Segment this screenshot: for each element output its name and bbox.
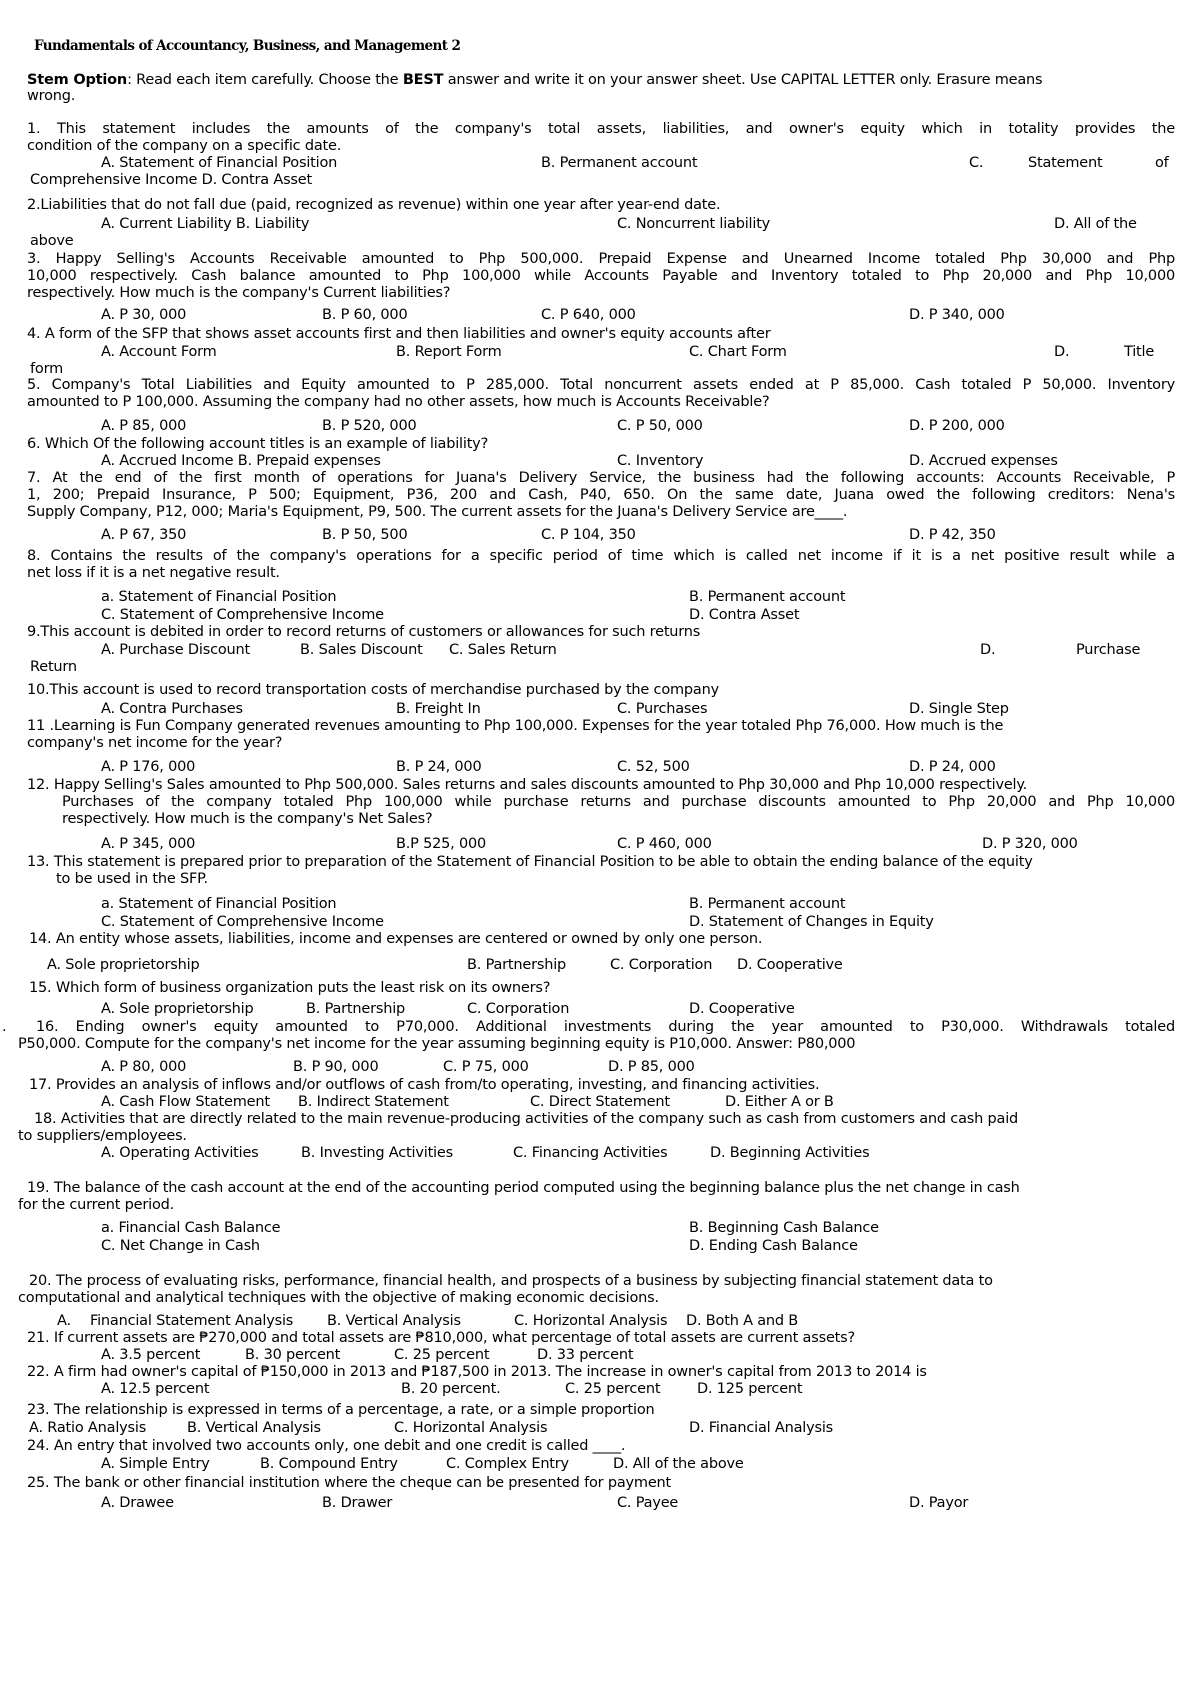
question-5-choice-d: D. P 200, 000 [909,418,1005,434]
question-8-choice-d: D. Contra Asset [689,607,800,623]
question-5-choice-b: B. P 520, 000 [322,418,417,434]
question-10-choice-a: A. Contra Purchases [101,701,243,717]
question-24-choice-b: B. Compound Entry [260,1456,398,1472]
question-7-line-3: Supply Company, P12, 000; Maria's Equipment, P9, 500. The current assets for the Juana's Delivery Service are____. [27,504,848,520]
question-4-choice-a: A. Account Form [101,344,217,360]
question-1-line-2: condition of the company on a specific date. [27,138,342,154]
question-12-line-2: Purchases of the company totaled Php 100,000 while purchase returns and purchase discounts amounted to Php 20,000 and Php 10,000 [62,794,1175,810]
question-10-line-1: 10.This account is used to record transportation costs of merchandise purchased by the company [27,682,719,698]
question-20-choice-b: B. Vertical Analysis [327,1313,461,1329]
question-6-line-1: 6. Which Of the following account titles is an example of liability? [27,436,489,452]
question-4-choice-b: B. Report Form [396,344,502,360]
question-11-choice-d: D. P 24, 000 [909,759,996,775]
question-11-line-1: 11 .Learning is Fun Company generated revenues amounting to Php 100,000. Expenses for the year totaled Php 76,000. How much is the [27,718,1004,734]
question-22-line-1: 22. A firm had owner's capital of ₱150,000 in 2013 and ₱187,500 in 2013. The increase in owner's capital from 2013 to 2014 is [27,1364,927,1380]
question-17-choice-b: B. Indirect Statement [298,1094,449,1110]
question-3-line-2: 10,000 respectively. Cash balance amounted to Php 100,000 while Accounts Payable and Inventory totaled to Php 20,000 and Php 10,000 [27,268,1175,284]
question-25-choice-d: D. Payor [909,1495,969,1511]
question-16-choice-d: D. P 85, 000 [608,1059,695,1075]
question-20-choice-a: A. [57,1313,71,1329]
question-18-line-2: to suppliers/employees. [18,1128,187,1144]
question-20-choice-a-text: Financial Statement Analysis [90,1313,294,1329]
stem-instruction-cont: wrong. [27,88,76,104]
question-16-choice-b: B. P 90, 000 [293,1059,379,1075]
question-13-choice-d: D. Statement of Changes in Equity [689,914,934,930]
question-21-choice-d: D. 33 percent [537,1347,634,1363]
question-17-choice-d: D. Either A or B [725,1094,834,1110]
question-1-choice-c-word-2: of [1155,155,1169,171]
question-2-choice-d: D. All of the [1054,216,1137,232]
question-10-choice-c: C. Purchases [617,701,708,717]
question-11-choice-a: A. P 176, 000 [101,759,196,775]
question-19-choice-c: C. Net Change in Cash [101,1238,260,1254]
question-18-choice-a: A. Operating Activities [101,1145,259,1161]
question-19-choice-d: D. Ending Cash Balance [689,1238,858,1254]
question-9-choice-d: D. [980,642,996,658]
question-3-line-1: 3. Happy Selling's Accounts Receivable amounted to Php 500,000. Prepaid Expense and Unearned Income totaled Php 30,000 and Php [27,251,1175,267]
question-15-choice-c: C. Corporation [467,1001,570,1017]
question-8-line-2: net loss if it is a net negative result. [27,565,280,581]
question-18-choice-b: B. Investing Activities [301,1145,453,1161]
stem-best: BEST [402,72,444,88]
question-2-line-1: 2.Liabilities that do not fall due (paid, recognized as revenue) within one year after year-end date. [27,197,721,213]
question-21-choice-a: A. 3.5 percent [101,1347,201,1363]
question-23-line-1: 23. The relationship is expressed in terms of a percentage, a rate, or a simple proportion [27,1402,655,1418]
question-7-choice-d: D. P 42, 350 [909,527,996,543]
question-20-line-1: 20. The process of evaluating risks, performance, financial health, and prospects of a business by subjecting financial statement data to [29,1273,993,1289]
question-25-choice-c: C. Payee [617,1495,679,1511]
question-19-choice-b: B. Beginning Cash Balance [689,1220,879,1236]
question-2-choice-a: A. Current Liability B. Liability [101,216,310,232]
question-19-choice-a: a. Financial Cash Balance [101,1220,281,1236]
question-12-choice-c: C. P 460, 000 [617,836,712,852]
question-1-choice-b: B. Permanent account [541,155,698,171]
question-19-line-1: 19. The balance of the cash account at the end of the accounting period computed using the beginning balance plus the net change in cash [27,1180,1020,1196]
question-22-choice-b: B. 20 percent. [401,1381,501,1397]
question-4-choice-c: C. Chart Form [689,344,787,360]
question-12-choice-a: A. P 345, 000 [101,836,196,852]
question-11-choice-b: B. P 24, 000 [396,759,482,775]
question-23-choice-a: A. Ratio Analysis [29,1420,147,1436]
question-20-choice-c: C. Horizontal Analysis [514,1313,668,1329]
question-8-choice-c: C. Statement of Comprehensive Income [101,607,384,623]
question-21-choice-b: B. 30 percent [245,1347,341,1363]
question-9-choice-d-cont: Return [30,659,77,675]
question-7-line-1: 7. At the end of the first month of operations for Juana's Delivery Service, the business had the following accounts: Accounts Receivable, P [27,470,1175,486]
question-5-line-1: 5. Company's Total Liabilities and Equity amounted to P 285,000. Total noncurrent assets ended at P 85,000. Cash totaled P 50,000. Inventory [27,377,1175,393]
question-24-choice-d: D. All of the above [613,1456,744,1472]
question-4-choice-d: D. [1054,344,1070,360]
question-5-line-2: amounted to P 100,000. Assuming the company had no other assets, how much is Accounts Receivable? [27,394,770,410]
question-1-choice-c: C. [969,155,984,171]
question-10-choice-b: B. Freight In [396,701,481,717]
question-14-choice-b: B. Partnership [467,957,567,973]
question-22-choice-c: C. 25 percent [565,1381,661,1397]
stem-text-a: : Read each item carefully. Choose the [127,72,403,88]
question-13-choice-b: B. Permanent account [689,896,846,912]
question-14-choice-c: C. Corporation [610,957,713,973]
question-5-choice-c: C. P 50, 000 [617,418,703,434]
question-11-choice-c: C. 52, 500 [617,759,690,775]
question-19-line-2: for the current period. [18,1197,175,1213]
question-17-choice-c: C. Direct Statement [530,1094,670,1110]
question-14-choice-a: A. Sole proprietorship [47,957,200,973]
question-6-choice-c: C. Inventory [617,453,704,469]
question-7-choice-a: A. P 67, 350 [101,527,187,543]
question-20-choice-d: D. Both A and B [686,1313,799,1329]
question-22-choice-a: A. 12.5 percent [101,1381,210,1397]
question-3-choice-c: C. P 640, 000 [541,307,636,323]
question-24-line-1: 24. An entry that involved two accounts only, one debit and one credit is called ____. [27,1438,626,1454]
question-16-line-1: 16. Ending owner's equity amounted to P70,000. Additional investments during the year amounted to P30,000. Withdrawals totaled [36,1019,1175,1035]
question-23-choice-d: D. Financial Analysis [689,1420,834,1436]
question-4-line-1: 4. A form of the SFP that shows asset accounts first and then liabilities and owner's equity accounts after [27,326,771,342]
question-18-choice-d: D. Beginning Activities [710,1145,870,1161]
question-14-line-1: 14. An entity whose assets, liabilities, income and expenses are centered or owned by only one person. [29,931,763,947]
question-21-line-1: 21. If current assets are ₱270,000 and total assets are ₱810,000, what percentage of total assets are current assets? [27,1330,856,1346]
question-17-line-1: 17. Provides an analysis of inflows and/or outflows of cash from/to operating, investing, and financing activities. [29,1077,820,1093]
question-5-choice-a: A. P 85, 000 [101,418,187,434]
question-6-choice-a: A. Accrued Income B. Prepaid expenses [101,453,381,469]
question-25-choice-b: B. Drawer [322,1495,393,1511]
question-1-choice-d: Comprehensive Income D. Contra Asset [30,172,312,188]
question-13-choice-a: a. Statement of Financial Position [101,896,337,912]
question-12-line-3: respectively. How much is the company's Net Sales? [62,811,433,827]
stem-text-b: answer and write it on your answer sheet. Use CAPITAL LETTER only. Erasure means [443,72,1043,88]
question-2-choice-c: C. Noncurrent liability [617,216,771,232]
question-11-line-2: company's net income for the year? [27,735,283,751]
question-10-choice-d: D. Single Step [909,701,1009,717]
question-25-choice-a: A. Drawee [101,1495,174,1511]
question-9-choice-a: A. Purchase Discount [101,642,250,658]
question-16-line-2: P50,000. Compute for the company's net income for the year assuming beginning equity is P10,000. Answer: P80,000 [18,1036,856,1052]
question-20-line-2: computational and analytical techniques with the objective of making economic decisions. [18,1290,659,1306]
question-7-choice-b: B. P 50, 500 [322,527,408,543]
question-7-line-2: 1, 200; Prepaid Insurance, P 500; Equipment, P36, 200 and Cash, P40, 650. On the same date, Juana owed the following creditors: Nena's [27,487,1175,503]
question-18-choice-c: C. Financing Activities [513,1145,668,1161]
page-title: Fundamentals of Accountancy, Business, and Management 2 [34,38,461,54]
question-9-choice-d-word: Purchase [1076,642,1141,658]
question-15-choice-b: B. Partnership [306,1001,406,1017]
question-6-choice-d: D. Accrued expenses [909,453,1058,469]
question-3-choice-b: B. P 60, 000 [322,307,408,323]
question-12-choice-b: B.P 525, 000 [396,836,487,852]
question-12-choice-d: D. P 320, 000 [982,836,1078,852]
question-14-choice-d: D. Cooperative [737,957,843,973]
question-8-choice-b: B. Permanent account [689,589,846,605]
question-16-choice-a: A. P 80, 000 [101,1059,187,1075]
question-12-line-1: 12. Happy Selling's Sales amounted to Php 500,000. Sales returns and sales discounts amounted to Php 30,000 and Php 10,000 respectively. [27,777,1028,793]
question-17-choice-a: A. Cash Flow Statement [101,1094,270,1110]
question-15-choice-a: A. Sole proprietorship [101,1001,254,1017]
question-25-line-1: 25. The bank or other financial institution where the cheque can be presented for payment [27,1475,672,1491]
question-15-choice-d: D. Cooperative [689,1001,795,1017]
question-24-choice-c: C. Complex Entry [446,1456,569,1472]
question-7-choice-c: C. P 104, 350 [541,527,636,543]
question-3-line-3: respectively. How much is the company's Current liabilities? [27,285,451,301]
question-1-choice-c-word: Statement [1028,155,1103,171]
question-9-choice-c: C. Sales Return [449,642,557,658]
question-24-choice-a: A. Simple Entry [101,1456,210,1472]
question-4-choice-d-cont: form [30,361,64,377]
question-3-choice-d: D. P 340, 000 [909,307,1005,323]
question-13-choice-c: C. Statement of Comprehensive Income [101,914,384,930]
question-15-line-1: 15. Which form of business organization puts the least risk on its owners? [29,980,551,996]
question-22-choice-d: D. 125 percent [697,1381,803,1397]
question-16-marker: . [2,1019,7,1035]
question-1-line-1: 1. This statement includes the amounts of the company's total assets, liabilities, and owner's equity which in totality provides the [27,121,1175,137]
question-4-choice-d-word: Title [1124,344,1155,360]
stem-instruction [27,72,1042,89]
question-18-line-1: 18. Activities that are directly related to the main revenue-producing activities of the company such as cash from customers and cash paid [34,1111,1019,1127]
stem-label: Stem Option [27,72,128,88]
question-1-choice-a: A. Statement of Financial Position [101,155,338,171]
question-9-line-1: 9.This account is debited in order to record returns of customers or allowances for such returns [27,624,701,640]
question-9-choice-b: B. Sales Discount [300,642,423,658]
question-23-choice-b: B. Vertical Analysis [187,1420,321,1436]
question-2-choice-d-cont: above [30,233,74,249]
question-16-choice-c: C. P 75, 000 [443,1059,529,1075]
question-8-choice-a: a. Statement of Financial Position [101,589,337,605]
question-3-choice-a: A. P 30, 000 [101,307,187,323]
question-13-line-1: 13. This statement is prepared prior to preparation of the Statement of Financial Position to be able to obtain the ending balance of the equity [27,854,1033,870]
question-8-line-1: 8. Contains the results of the company's operations for a specific period of time which is called net income if it is a net positive result while a [27,548,1175,564]
question-13-line-2: to be used in the SFP. [56,871,208,887]
question-23-choice-c: C. Horizontal Analysis [394,1420,548,1436]
question-21-choice-c: C. 25 percent [394,1347,490,1363]
